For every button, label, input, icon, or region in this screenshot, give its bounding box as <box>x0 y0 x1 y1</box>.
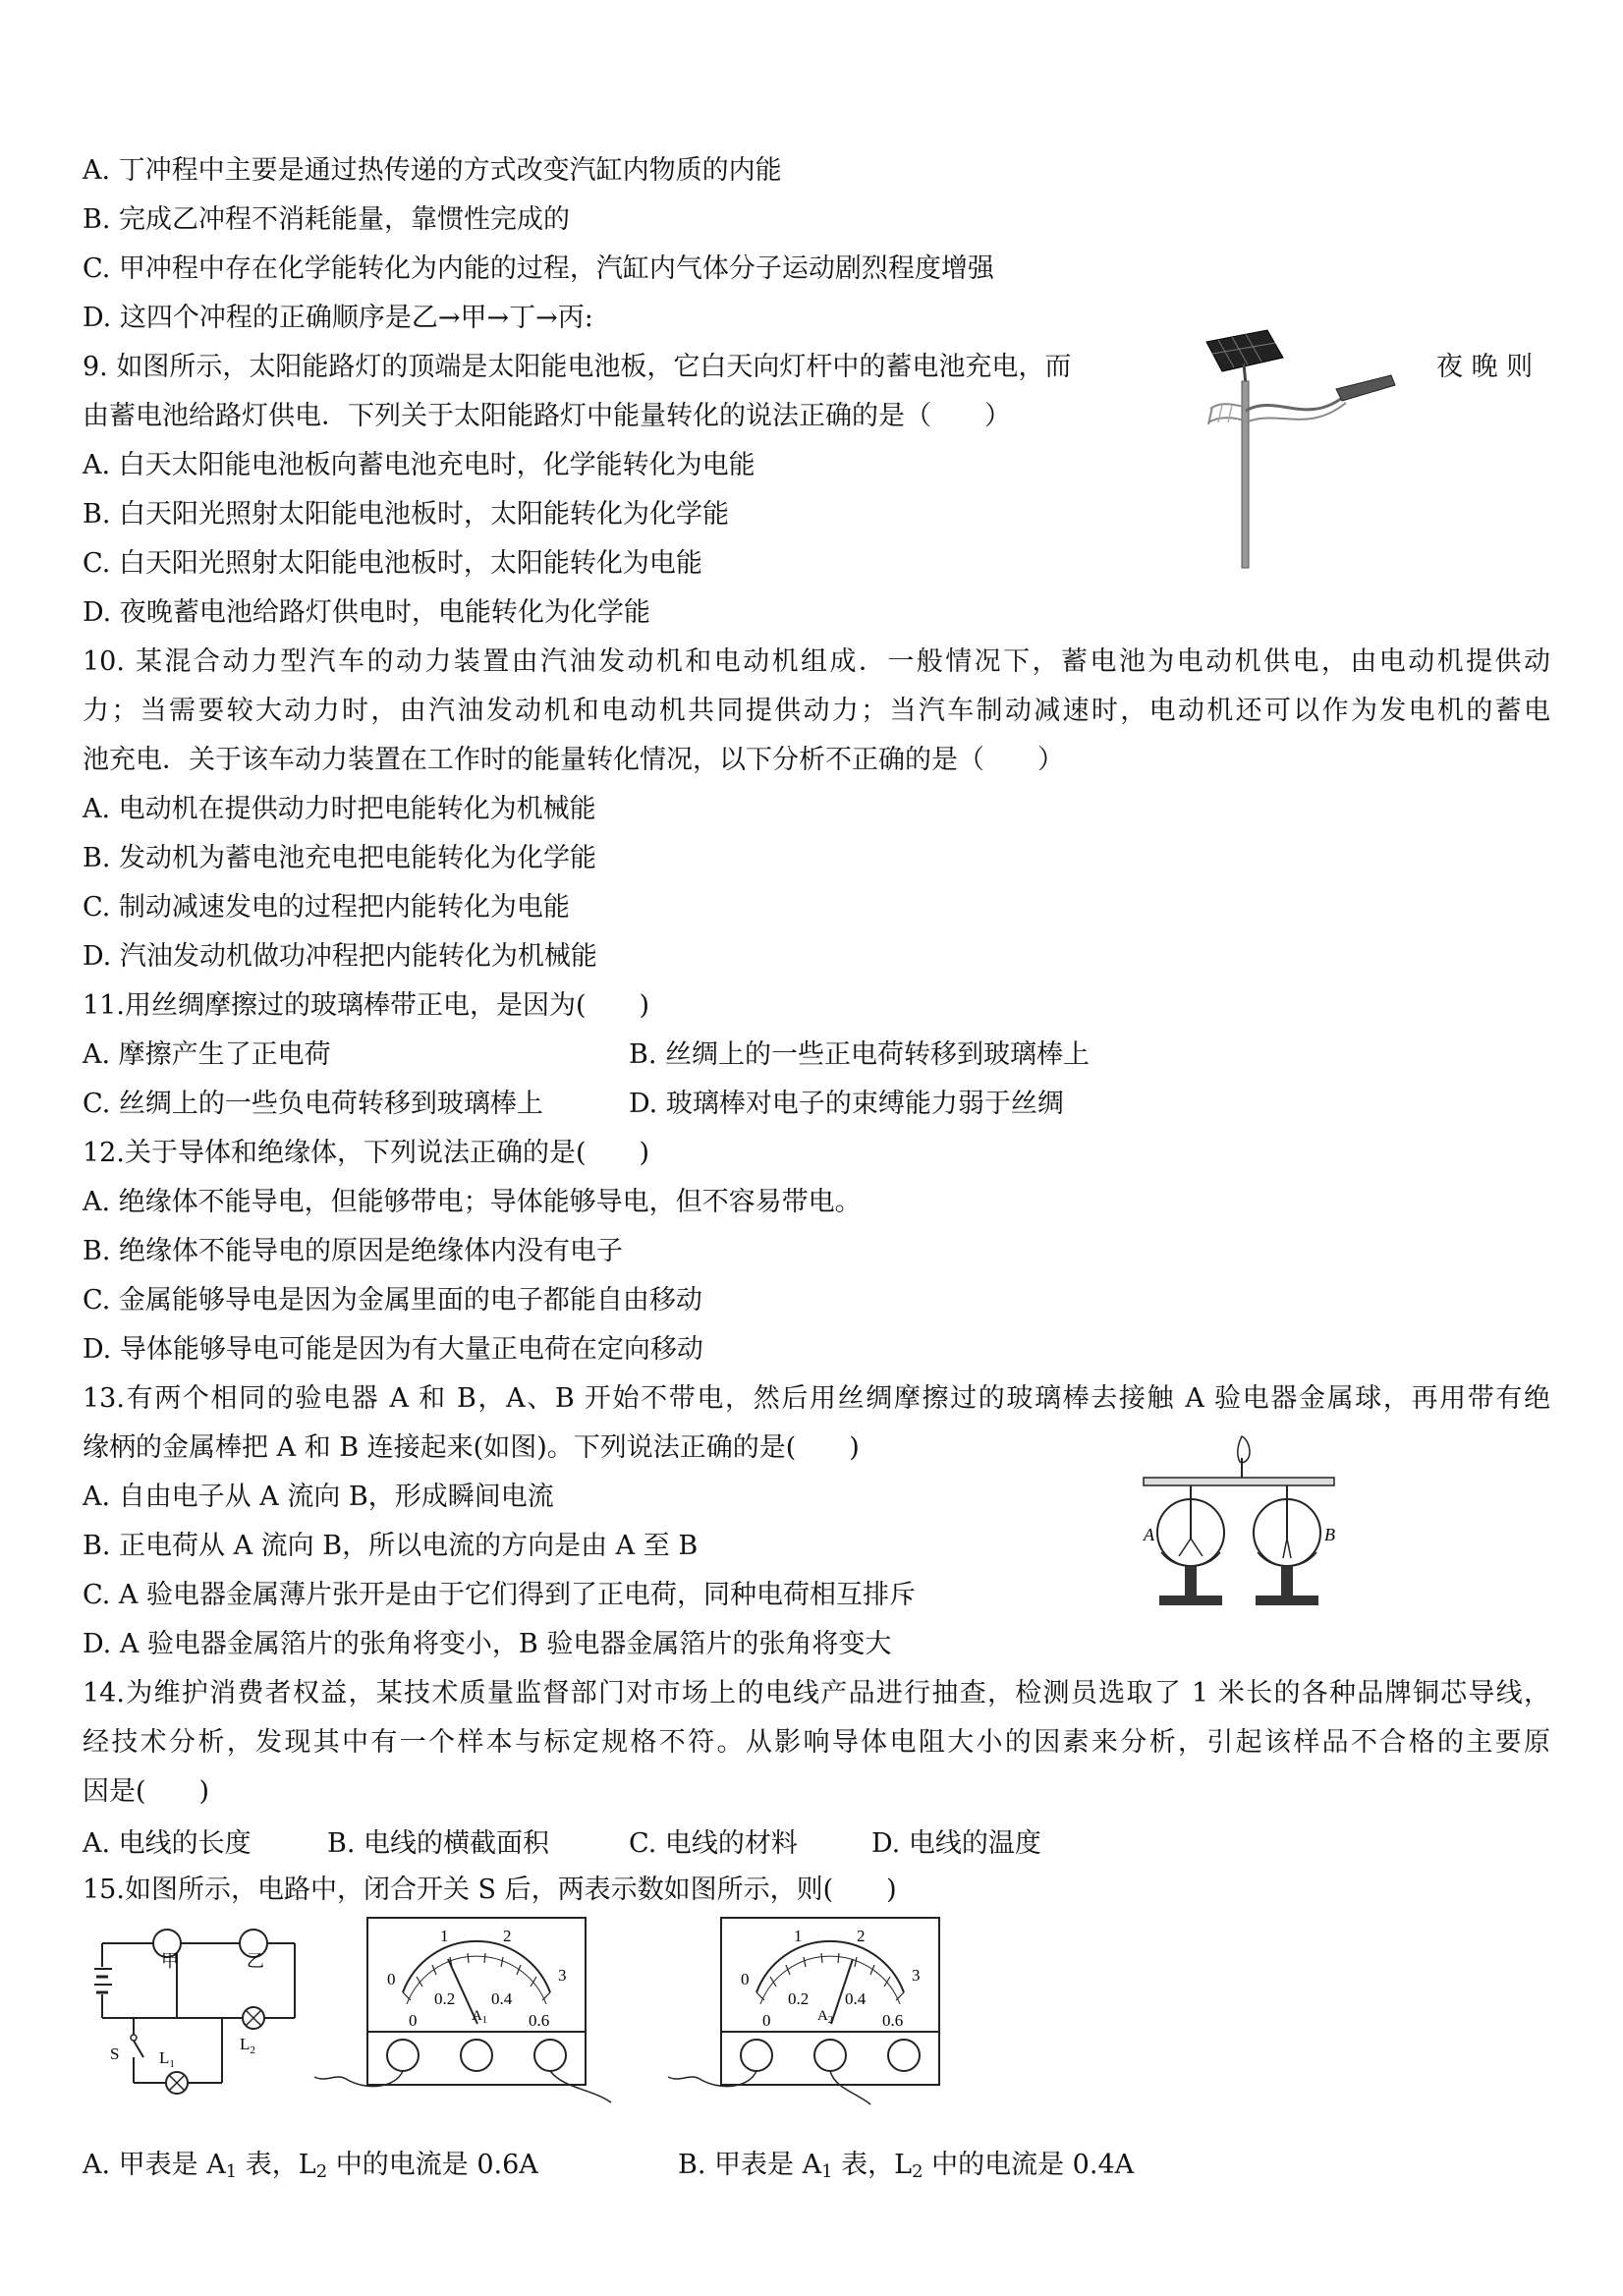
q12-stem: 12.关于导体和绝缘体，下列说法正确的是( ) <box>83 1138 650 1168</box>
dial2-upper-tick: 1 <box>794 1927 803 1945</box>
q13-option-a: A. 自由电子从 A 流向 B，形成瞬间电流 <box>83 1482 554 1512</box>
dial2-name: $A_2$ <box>817 2008 833 2026</box>
dial1-upper-tick: 0 <box>387 1970 396 1988</box>
q14-stem-line3: 因是( ) <box>83 1776 210 1807</box>
dial1-upper-tick: 2 <box>503 1927 512 1945</box>
dial2-lower-tick: 0.2 <box>788 1989 810 2008</box>
dial1-lower-tick: 0.4 <box>491 1989 513 2008</box>
switch-s-label: S <box>110 2044 120 2063</box>
q10-stem-line3: 池充电．关于该车动力装置在工作时的能量转化情况，以下分析不正确的是（ ） <box>83 745 1064 775</box>
q9-option-b: B. 白天阳光照射太阳能电池板时，太阳能转化为化学能 <box>83 499 730 530</box>
q11-option-a: A. 摩擦产生了正电荷 <box>83 1039 331 1070</box>
meter-jia-label: 甲 <box>161 1951 179 1971</box>
dial1-upper-tick: 1 <box>440 1927 449 1945</box>
q9-option-d: D. 夜晚蓄电池给路灯供电时，电能转化为化学能 <box>83 597 650 628</box>
lamp-l1-label: $L_1$ <box>159 2048 175 2070</box>
electroscope-label-b: B <box>1324 1525 1335 1544</box>
dial2-upper-tick: 2 <box>857 1927 866 1945</box>
q8-option-c: C. 甲冲程中存在化学能转化为内能的过程，汽缸内气体分子运动剧烈程度增强 <box>83 253 994 284</box>
q10-stem-line1: 10. 某混合动力型汽车的动力装置由汽油发动机和电动机组成．一般情况下，蓄电池为电动机供电，由电动机提供动 <box>83 646 1550 677</box>
dial2-lower-tick: 0 <box>762 2011 771 2030</box>
q15-option-a: A. 甲表是 $A_1$ 表，$L_2$ 中的电流是 0.6A <box>83 2150 538 2182</box>
q8-option-a: A. 丁冲程中主要是通过热传递的方式改变汽缸内物质的内能 <box>83 155 782 186</box>
electroscope-label-a: A <box>1144 1525 1154 1544</box>
q14-option-b: B. 电线的横截面积 <box>327 1828 550 1859</box>
q13-option-d: D. A 验电器金属箔片的张角将变小，B 验电器金属箔片的张角将变大 <box>83 1629 892 1659</box>
q13-option-b: B. 正电荷从 A 流向 B，所以电流的方向是由 A 至 B <box>83 1531 699 1561</box>
q8-option-d: D. 这四个冲程的正确顺序是乙→甲→丁→丙: <box>83 303 593 333</box>
q14-option-d: D. 电线的温度 <box>871 1828 1041 1859</box>
q9-stem-line1: 9. 如图所示，太阳能路灯的顶端是太阳能电池板，它白天向灯杆中的蓄电池充电，而 <box>83 352 1072 382</box>
q14-stem-line2: 经技术分析，发现其中有一个样本与标定规格不符。从影响导体电阻大小的因素来分析，引起该样品不合格的主要原 <box>83 1727 1550 1758</box>
q15-option-b: B. 甲表是 $A_1$ 表，$L_2$ 中的电流是 0.4A <box>678 2150 1135 2182</box>
q10-option-d: D. 汽油发动机做功冲程把内能转化为机械能 <box>83 941 597 972</box>
q13-stem-line1: 13.有两个相同的验电器 A 和 B，A、B 开始不带电，然后用丝绸摩擦过的玻璃棒去接触 A 验电器金属球，再用带有绝 <box>83 1383 1550 1414</box>
q11-option-d: D. 玻璃棒对电子的束缚能力弱于丝绸 <box>629 1089 1064 1119</box>
q9-option-a: A. 白天太阳能电池板向蓄电池充电时，化学能转化为电能 <box>83 450 756 480</box>
dial2-upper-tick: 0 <box>741 1970 750 1988</box>
q15-circuit-figure <box>94 1916 320 2102</box>
q12-option-a: A. 绝缘体不能导电，但能够带电；导体能够导电，但不容易带电。 <box>83 1187 862 1217</box>
q10-option-b: B. 发动机为蓄电池充电把电能转化为化学能 <box>83 843 597 873</box>
q9-stem-line1-tail: 夜 晚 则 <box>1436 352 1534 382</box>
q10-stem-line2: 力；当需要较大动力时，由汽油发动机和电动机共同提供动力；当汽车制动减速时，电动机还可以作为发电机的蓄电 <box>83 696 1550 726</box>
dial2-lower-tick: 0.4 <box>845 1989 867 2008</box>
meter-yi-label: 乙 <box>247 1951 264 1971</box>
q12-option-c: C. 金属能够导电是因为金属里面的电子都能自由移动 <box>83 1285 702 1316</box>
q9-option-c: C. 白天阳光照射太阳能电池板时，太阳能转化为电能 <box>83 548 702 579</box>
q13-option-c: C. A 验电器金属薄片张开是由于它们得到了正电荷，同种电荷相互排斥 <box>83 1580 916 1610</box>
q14-option-c: C. 电线的材料 <box>629 1828 798 1859</box>
dial1-upper-tick: 3 <box>558 1966 567 1985</box>
q11-option-b: B. 丝绸上的一些正电荷转移到玻璃棒上 <box>629 1039 1091 1070</box>
electroscope-figure <box>1140 1434 1336 1651</box>
q10-option-a: A. 电动机在提供动力时把电能转化为机械能 <box>83 794 596 824</box>
q11-option-c: C. 丝绸上的一些负电荷转移到玻璃棒上 <box>83 1089 543 1119</box>
ammeter-a2-figure <box>660 1916 984 2112</box>
dial1-lower-tick: 0.6 <box>529 2011 550 2030</box>
lamp-l2-label: $L_2$ <box>240 2035 255 2056</box>
dial1-lower-tick: 0 <box>409 2011 418 2030</box>
q14-stem-line1: 14.为维护消费者权益，某技术质量监督部门对市场上的电线产品进行抽查，检测员选取了 1 米长的各种品牌铜芯导线， <box>83 1678 1550 1708</box>
q13-stem-line2: 缘柄的金属棒把 A 和 B 连接起来(如图)。下列说法正确的是( ) <box>83 1432 860 1463</box>
q14-option-a: A. 电线的长度 <box>83 1828 252 1859</box>
dial2-upper-tick: 3 <box>912 1966 921 1985</box>
q10-option-c: C. 制动减速发电的过程把内能转化为电能 <box>83 892 570 923</box>
q8-option-b: B. 完成乙冲程不消耗能量，靠惯性完成的 <box>83 204 571 235</box>
q12-option-d: D. 导体能够导电可能是因为有大量正电荷在定向移动 <box>83 1334 703 1365</box>
dial2-lower-tick: 0.6 <box>882 2011 904 2030</box>
q11-stem: 11.用丝绸摩擦过的玻璃棒带正电，是因为( ) <box>83 990 650 1021</box>
q15-stem: 15.如图所示，电路中，闭合开关 S 后，两表示数如图所示，则( ) <box>83 1875 897 1905</box>
q12-option-b: B. 绝缘体不能导电的原因是绝缘体内没有电子 <box>83 1236 624 1266</box>
q9-stem-line2: 由蓄电池给路灯供电．下列关于太阳能路灯中能量转化的说法正确的是（ ） <box>83 401 1011 431</box>
dial1-name: $A_1$ <box>472 2008 487 2026</box>
dial1-lower-tick: 0.2 <box>434 1989 456 2008</box>
solar-street-lamp-figure <box>1189 324 1415 570</box>
ammeter-a1-figure <box>307 1916 631 2112</box>
